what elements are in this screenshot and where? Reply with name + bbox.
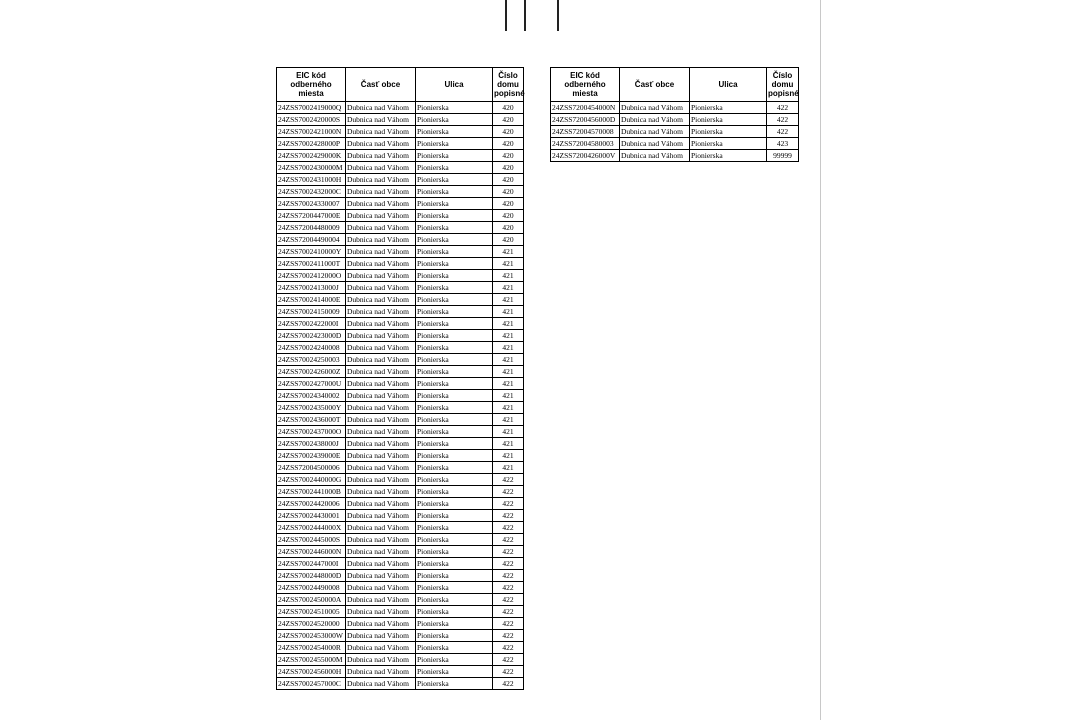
cell-eic-code: 24ZSS7002414000E — [277, 294, 346, 306]
cell-cast-obce: Dubnica nad Váhom — [346, 222, 416, 234]
cell-ulica: Pionierska — [690, 126, 767, 138]
cell-eic-code: 24ZSS70024340002 — [277, 390, 346, 402]
cell-cislo-domu: 421 — [493, 414, 524, 426]
cell-cislo-domu: 422 — [493, 678, 524, 690]
cell-cislo-domu: 420 — [493, 222, 524, 234]
table-row — [277, 426, 524, 438]
table-row — [277, 534, 524, 546]
cell-eic-code: 24ZSS70024490008 — [277, 582, 346, 594]
cell-eic-code: 24ZSS7002421000N — [277, 126, 346, 138]
cell-cast-obce: Dubnica nad Váhom — [346, 330, 416, 342]
cell-eic-code: 24ZSS70024150009 — [277, 306, 346, 318]
cell-eic-code: 24ZSS7002419000Q — [277, 102, 346, 114]
cell-cast-obce: Dubnica nad Váhom — [346, 630, 416, 642]
cell-eic-code: 24ZSS70024330007 — [277, 198, 346, 210]
cell-cast-obce: Dubnica nad Váhom — [346, 642, 416, 654]
table-header-row — [551, 68, 799, 102]
cell-cast-obce: Dubnica nad Váhom — [346, 378, 416, 390]
cell-eic-code: 24ZSS7002445000S — [277, 534, 346, 546]
table-row — [277, 678, 524, 690]
table-row — [277, 498, 524, 510]
cell-eic-code: 24ZSS7002413000J — [277, 282, 346, 294]
header-cast-obce: Časť obce — [620, 68, 690, 102]
cell-cast-obce: Dubnica nad Váhom — [346, 462, 416, 474]
cell-cislo-domu: 420 — [493, 186, 524, 198]
cell-eic-code: 24ZSS7002422000I — [277, 318, 346, 330]
cell-cast-obce: Dubnica nad Váhom — [346, 594, 416, 606]
cell-eic-code: 24ZSS7002431000H — [277, 174, 346, 186]
cell-cast-obce: Dubnica nad Váhom — [346, 498, 416, 510]
table-row — [277, 114, 524, 126]
cell-cast-obce: Dubnica nad Váhom — [620, 150, 690, 162]
cell-cislo-domu: 421 — [493, 354, 524, 366]
cell-cast-obce: Dubnica nad Váhom — [346, 654, 416, 666]
cell-eic-code: 24ZSS70024520000 — [277, 618, 346, 630]
cell-cast-obce: Dubnica nad Váhom — [346, 486, 416, 498]
cell-eic-code: 24ZSS7002423000D — [277, 330, 346, 342]
cell-eic-code: 24ZSS70024420006 — [277, 498, 346, 510]
cell-ulica: Pionierska — [416, 510, 493, 522]
cell-eic-code: 24ZSS7002420000S — [277, 114, 346, 126]
cell-eic-code: 24ZSS7002454000R — [277, 642, 346, 654]
cell-eic-code: 24ZSS7002439000E — [277, 450, 346, 462]
cell-cast-obce: Dubnica nad Váhom — [346, 162, 416, 174]
page-top-mark — [505, 0, 507, 31]
cell-cast-obce: Dubnica nad Váhom — [346, 534, 416, 546]
cell-eic-code: 24ZSS7002427000U — [277, 378, 346, 390]
cell-cast-obce: Dubnica nad Váhom — [346, 582, 416, 594]
cell-cislo-domu: 420 — [493, 162, 524, 174]
table-row — [551, 102, 799, 114]
table-row — [277, 282, 524, 294]
table-row — [277, 402, 524, 414]
cell-cislo-domu: 421 — [493, 330, 524, 342]
cell-ulica: Pionierska — [416, 378, 493, 390]
cell-cast-obce: Dubnica nad Váhom — [346, 570, 416, 582]
cell-cislo-domu: 422 — [767, 126, 799, 138]
cell-ulica: Pionierska — [416, 186, 493, 198]
table-row — [277, 126, 524, 138]
table-row — [277, 234, 524, 246]
cell-cislo-domu: 422 — [493, 474, 524, 486]
cell-eic-code: 24ZSS7002455000M — [277, 654, 346, 666]
table-row — [277, 618, 524, 630]
table-row — [277, 546, 524, 558]
cell-eic-code: 24ZSS7002432000C — [277, 186, 346, 198]
cell-eic-code: 24ZSS7002426000Z — [277, 366, 346, 378]
table-row — [551, 150, 799, 162]
cell-cislo-domu: 421 — [493, 390, 524, 402]
cell-ulica: Pionierska — [416, 246, 493, 258]
cell-ulica: Pionierska — [416, 198, 493, 210]
table-header-row — [277, 68, 524, 102]
cell-cislo-domu: 422 — [493, 570, 524, 582]
cell-ulica: Pionierska — [416, 486, 493, 498]
cell-cast-obce: Dubnica nad Váhom — [346, 318, 416, 330]
cell-cast-obce: Dubnica nad Váhom — [620, 102, 690, 114]
table-row — [277, 462, 524, 474]
cell-cislo-domu: 421 — [493, 246, 524, 258]
cell-ulica: Pionierska — [416, 618, 493, 630]
cell-ulica: Pionierska — [416, 162, 493, 174]
cell-cislo-domu: 421 — [493, 294, 524, 306]
table-row — [277, 174, 524, 186]
cell-cast-obce: Dubnica nad Váhom — [346, 258, 416, 270]
cell-cast-obce: Dubnica nad Váhom — [346, 354, 416, 366]
cell-cislo-domu: 422 — [493, 630, 524, 642]
cell-cislo-domu: 423 — [767, 138, 799, 150]
cell-cast-obce: Dubnica nad Váhom — [346, 282, 416, 294]
cell-cislo-domu: 422 — [767, 114, 799, 126]
cell-cislo-domu: 421 — [493, 378, 524, 390]
cell-ulica: Pionierska — [416, 606, 493, 618]
cell-cislo-domu: 422 — [493, 498, 524, 510]
page-top-mark — [557, 0, 559, 31]
cell-eic-code: 24ZSS70024430001 — [277, 510, 346, 522]
cell-eic-code: 24ZSS7002441000B — [277, 486, 346, 498]
cell-cast-obce: Dubnica nad Váhom — [346, 558, 416, 570]
cell-cislo-domu: 420 — [493, 234, 524, 246]
header-ulica: Ulica — [690, 68, 767, 102]
cell-ulica: Pionierska — [416, 174, 493, 186]
cell-eic-code: 24ZSS72004570008 — [551, 126, 620, 138]
table-row — [277, 186, 524, 198]
cell-cislo-domu: 422 — [493, 510, 524, 522]
cell-ulica: Pionierska — [690, 102, 767, 114]
cell-cislo-domu: 421 — [493, 282, 524, 294]
table-row — [277, 522, 524, 534]
table-row — [277, 366, 524, 378]
table-row — [277, 378, 524, 390]
table-row — [277, 438, 524, 450]
cell-cislo-domu: 420 — [493, 210, 524, 222]
table-body — [551, 102, 799, 162]
cell-cast-obce: Dubnica nad Váhom — [346, 150, 416, 162]
cell-eic-code: 24ZSS7002456000H — [277, 666, 346, 678]
table-row — [551, 126, 799, 138]
page-edge-divider — [820, 0, 821, 720]
cell-ulica: Pionierska — [416, 294, 493, 306]
table-row — [277, 306, 524, 318]
cell-cislo-domu: 422 — [493, 618, 524, 630]
cell-cislo-domu: 99999 — [767, 150, 799, 162]
table-row — [277, 318, 524, 330]
cell-cislo-domu: 421 — [493, 402, 524, 414]
cell-eic-code: 24ZSS7002440000G — [277, 474, 346, 486]
cell-cislo-domu: 420 — [493, 150, 524, 162]
cell-cast-obce: Dubnica nad Váhom — [620, 138, 690, 150]
header-cislo-domu: Číslo domu popisné — [493, 68, 524, 102]
cell-ulica: Pionierska — [416, 666, 493, 678]
eic-table-right — [550, 67, 799, 162]
cell-cast-obce: Dubnica nad Váhom — [346, 522, 416, 534]
table-row — [277, 162, 524, 174]
cell-cislo-domu: 420 — [493, 138, 524, 150]
table-row — [277, 270, 524, 282]
table-row — [277, 654, 524, 666]
cell-eic-code: 24ZSS7002457000C — [277, 678, 346, 690]
table-row — [277, 342, 524, 354]
cell-ulica: Pionierska — [416, 222, 493, 234]
table-row — [277, 666, 524, 678]
cell-cislo-domu: 420 — [493, 174, 524, 186]
cell-cislo-domu: 421 — [493, 306, 524, 318]
cell-eic-code: 24ZSS7200456000D — [551, 114, 620, 126]
cell-eic-code: 24ZSS7002438000J — [277, 438, 346, 450]
page-top-mark — [524, 0, 526, 31]
cell-eic-code: 24ZSS7200447000E — [277, 210, 346, 222]
table-row — [277, 294, 524, 306]
cell-cislo-domu: 422 — [493, 522, 524, 534]
cell-ulica: Pionierska — [416, 210, 493, 222]
cell-cast-obce: Dubnica nad Váhom — [346, 246, 416, 258]
cell-ulica: Pionierska — [416, 582, 493, 594]
cell-cast-obce: Dubnica nad Váhom — [346, 426, 416, 438]
header-eic: EIC kód odberného miesta — [277, 68, 346, 102]
cell-ulica: Pionierska — [416, 318, 493, 330]
table-row — [277, 474, 524, 486]
cell-cast-obce: Dubnica nad Váhom — [346, 126, 416, 138]
cell-ulica: Pionierska — [416, 498, 493, 510]
cell-ulica: Pionierska — [416, 414, 493, 426]
cell-cast-obce: Dubnica nad Váhom — [346, 234, 416, 246]
cell-eic-code: 24ZSS7002446000N — [277, 546, 346, 558]
cell-ulica: Pionierska — [416, 534, 493, 546]
cell-eic-code: 24ZSS7002437000O — [277, 426, 346, 438]
table-row — [277, 102, 524, 114]
cell-cast-obce: Dubnica nad Váhom — [346, 618, 416, 630]
cell-cislo-domu: 422 — [493, 642, 524, 654]
cell-ulica: Pionierska — [416, 234, 493, 246]
cell-cast-obce: Dubnica nad Váhom — [346, 174, 416, 186]
cell-eic-code: 24ZSS72004580003 — [551, 138, 620, 150]
table-body — [277, 102, 524, 690]
cell-eic-code: 24ZSS70024510005 — [277, 606, 346, 618]
table-row — [277, 582, 524, 594]
cell-eic-code: 24ZSS7002435000Y — [277, 402, 346, 414]
cell-eic-code: 24ZSS7002429000K — [277, 150, 346, 162]
cell-eic-code: 24ZSS72004480009 — [277, 222, 346, 234]
cell-ulica: Pionierska — [416, 426, 493, 438]
table-row — [277, 150, 524, 162]
table-row — [277, 390, 524, 402]
cell-ulica: Pionierska — [416, 474, 493, 486]
table-row — [277, 198, 524, 210]
cell-ulica: Pionierska — [416, 630, 493, 642]
header-cast-obce: Časť obce — [346, 68, 416, 102]
cell-cast-obce: Dubnica nad Váhom — [346, 186, 416, 198]
cell-cast-obce: Dubnica nad Váhom — [346, 294, 416, 306]
cell-ulica: Pionierska — [690, 150, 767, 162]
cell-ulica: Pionierska — [416, 258, 493, 270]
cell-cast-obce: Dubnica nad Váhom — [346, 438, 416, 450]
table-row — [277, 246, 524, 258]
cell-cast-obce: Dubnica nad Váhom — [346, 198, 416, 210]
table-row — [551, 114, 799, 126]
cell-cislo-domu: 421 — [493, 462, 524, 474]
cell-eic-code: 24ZSS7002447000I — [277, 558, 346, 570]
table-row — [277, 258, 524, 270]
cell-cast-obce: Dubnica nad Váhom — [346, 114, 416, 126]
cell-ulica: Pionierska — [416, 462, 493, 474]
cell-ulica: Pionierska — [416, 126, 493, 138]
cell-cislo-domu: 420 — [493, 198, 524, 210]
cell-ulica: Pionierska — [416, 642, 493, 654]
cell-cast-obce: Dubnica nad Váhom — [346, 474, 416, 486]
cell-cast-obce: Dubnica nad Váhom — [346, 402, 416, 414]
cell-eic-code: 24ZSS7002410000Y — [277, 246, 346, 258]
cell-cislo-domu: 422 — [493, 582, 524, 594]
table-row — [277, 510, 524, 522]
cell-cislo-domu: 421 — [493, 270, 524, 282]
cell-cislo-domu: 420 — [493, 102, 524, 114]
cell-cislo-domu: 422 — [767, 102, 799, 114]
cell-cislo-domu: 421 — [493, 318, 524, 330]
cell-ulica: Pionierska — [416, 654, 493, 666]
cell-cast-obce: Dubnica nad Váhom — [346, 510, 416, 522]
cell-eic-code: 24ZSS7200454000N — [551, 102, 620, 114]
cell-eic-code: 24ZSS7002412000O — [277, 270, 346, 282]
cell-cast-obce: Dubnica nad Váhom — [346, 666, 416, 678]
cell-cast-obce: Dubnica nad Váhom — [346, 270, 416, 282]
cell-eic-code: 24ZSS7002428000P — [277, 138, 346, 150]
cell-cast-obce: Dubnica nad Váhom — [346, 210, 416, 222]
table-row — [551, 138, 799, 150]
cell-cislo-domu: 420 — [493, 126, 524, 138]
cell-ulica: Pionierska — [416, 594, 493, 606]
header-ulica: Ulica — [416, 68, 493, 102]
cell-eic-code: 24ZSS7002450000A — [277, 594, 346, 606]
cell-eic-code: 24ZSS7002453000W — [277, 630, 346, 642]
cell-cast-obce: Dubnica nad Váhom — [346, 366, 416, 378]
cell-cislo-domu: 422 — [493, 534, 524, 546]
cell-cislo-domu: 422 — [493, 546, 524, 558]
cell-cislo-domu: 421 — [493, 258, 524, 270]
cell-cast-obce: Dubnica nad Váhom — [346, 342, 416, 354]
cell-ulica: Pionierska — [416, 330, 493, 342]
cell-ulica: Pionierska — [416, 282, 493, 294]
cell-cislo-domu: 422 — [493, 606, 524, 618]
cell-cislo-domu: 421 — [493, 366, 524, 378]
table-row — [277, 570, 524, 582]
cell-ulica: Pionierska — [416, 522, 493, 534]
cell-ulica: Pionierska — [416, 366, 493, 378]
cell-cislo-domu: 420 — [493, 114, 524, 126]
cell-cast-obce: Dubnica nad Váhom — [346, 450, 416, 462]
cell-ulica: Pionierska — [416, 546, 493, 558]
cell-cast-obce: Dubnica nad Váhom — [346, 306, 416, 318]
cell-cislo-domu: 422 — [493, 594, 524, 606]
cell-cislo-domu: 421 — [493, 438, 524, 450]
cell-ulica: Pionierska — [416, 150, 493, 162]
cell-eic-code: 24ZSS7002436000T — [277, 414, 346, 426]
table-row — [277, 630, 524, 642]
cell-eic-code: 24ZSS7002430000M — [277, 162, 346, 174]
cell-cislo-domu: 421 — [493, 342, 524, 354]
table-row — [277, 606, 524, 618]
cell-eic-code: 24ZSS7200426000V — [551, 150, 620, 162]
cell-cast-obce: Dubnica nad Váhom — [346, 414, 416, 426]
cell-cast-obce: Dubnica nad Váhom — [346, 606, 416, 618]
cell-ulica: Pionierska — [416, 102, 493, 114]
cell-ulica: Pionierska — [416, 342, 493, 354]
eic-table-left — [276, 67, 524, 690]
cell-cast-obce: Dubnica nad Váhom — [346, 546, 416, 558]
cell-eic-code: 24ZSS7002448000D — [277, 570, 346, 582]
table-row — [277, 210, 524, 222]
table-row — [277, 558, 524, 570]
cell-ulica: Pionierska — [416, 438, 493, 450]
table-row — [277, 414, 524, 426]
cell-cislo-domu: 421 — [493, 426, 524, 438]
cell-cast-obce: Dubnica nad Váhom — [346, 102, 416, 114]
cell-ulica: Pionierska — [416, 558, 493, 570]
cell-ulica: Pionierska — [690, 138, 767, 150]
cell-ulica: Pionierska — [416, 354, 493, 366]
cell-cislo-domu: 422 — [493, 486, 524, 498]
header-cislo-domu: Číslo domu popisné — [767, 68, 799, 102]
cell-cast-obce: Dubnica nad Váhom — [346, 138, 416, 150]
cell-ulica: Pionierska — [416, 390, 493, 402]
cell-eic-code: 24ZSS72004500006 — [277, 462, 346, 474]
cell-eic-code: 24ZSS7002444000X — [277, 522, 346, 534]
cell-ulica: Pionierska — [416, 570, 493, 582]
table-row — [277, 222, 524, 234]
cell-ulica: Pionierska — [690, 114, 767, 126]
cell-cast-obce: Dubnica nad Váhom — [346, 390, 416, 402]
table-row — [277, 594, 524, 606]
table-row — [277, 138, 524, 150]
cell-cast-obce: Dubnica nad Váhom — [620, 114, 690, 126]
cell-eic-code: 24ZSS7002411000T — [277, 258, 346, 270]
cell-eic-code: 24ZSS70024240008 — [277, 342, 346, 354]
cell-cislo-domu: 422 — [493, 666, 524, 678]
table-row — [277, 354, 524, 366]
cell-eic-code: 24ZSS70024250003 — [277, 354, 346, 366]
cell-cislo-domu: 421 — [493, 450, 524, 462]
table-row — [277, 450, 524, 462]
cell-ulica: Pionierska — [416, 450, 493, 462]
cell-cislo-domu: 422 — [493, 654, 524, 666]
table-row — [277, 486, 524, 498]
cell-cast-obce: Dubnica nad Váhom — [620, 126, 690, 138]
cell-cislo-domu: 422 — [493, 558, 524, 570]
cell-ulica: Pionierska — [416, 114, 493, 126]
cell-ulica: Pionierska — [416, 678, 493, 690]
header-eic: EIC kód odberného miesta — [551, 68, 620, 102]
cell-ulica: Pionierska — [416, 138, 493, 150]
cell-cast-obce: Dubnica nad Váhom — [346, 678, 416, 690]
table-row — [277, 642, 524, 654]
cell-ulica: Pionierska — [416, 270, 493, 282]
cell-ulica: Pionierska — [416, 402, 493, 414]
cell-ulica: Pionierska — [416, 306, 493, 318]
table-row — [277, 330, 524, 342]
cell-eic-code: 24ZSS72004490004 — [277, 234, 346, 246]
